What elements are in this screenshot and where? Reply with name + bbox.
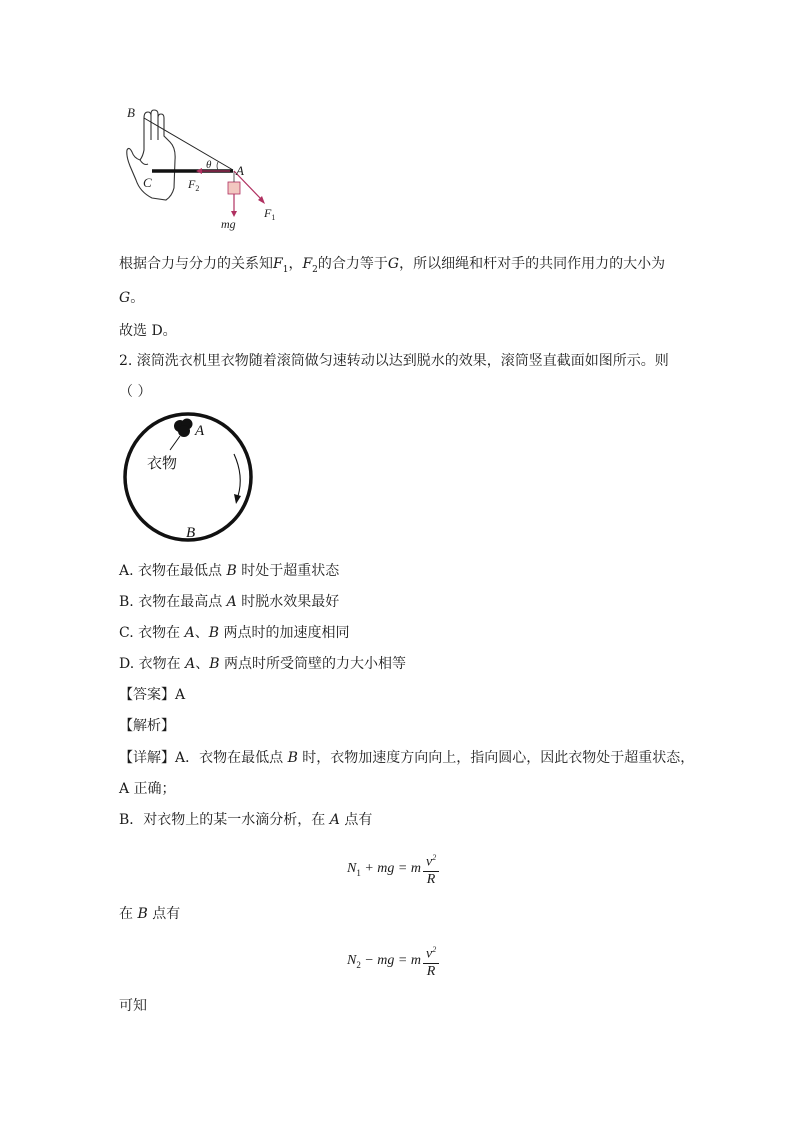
label-F2: $F_2$: [188, 177, 200, 193]
option-a: A. 衣物在最低点 B 时处于超重状态: [119, 563, 340, 579]
question-2-stem: 2. 滚筒洗衣机里衣物随着滚筒做匀速转动以达到脱水的效果，滚筒竖直截面如图所示。则: [119, 353, 669, 369]
label-B: B: [127, 105, 135, 120]
rotation-arrow: [234, 454, 240, 496]
choose-d: 故选 D。: [119, 323, 177, 339]
figure-washing-drum: [120, 412, 260, 544]
equation-1: $N_1$ + mg = m $\frac{v^2}{R}$: [347, 850, 439, 888]
label-mg: mg: [221, 217, 236, 231]
clothes-pointer: [170, 436, 180, 450]
label-C: C: [143, 175, 152, 190]
option-b: B. 衣物在最高点 A 时脱水效果最好: [119, 594, 340, 610]
drum-label-clothes: 衣物: [147, 454, 178, 472]
detail-line-1: 【详解】A．衣物在最低点 B 时，衣物加速度方向向上，指向圆心，因此衣物处于超重状态，: [119, 750, 695, 766]
conclusion: 可知: [119, 998, 147, 1014]
fraction: $\frac{v^2}{R}$: [423, 850, 439, 888]
drum-label-B: B: [186, 525, 196, 541]
equation-2: $N_2$ − mg = m $\frac{v^2}{R}$: [347, 942, 439, 980]
label-F1: $F_1$: [264, 206, 276, 222]
drum-label-A: A: [195, 423, 205, 439]
option-d: D. 衣物在 A、B 两点时所受筒壁的力大小相等: [119, 656, 406, 672]
option-c: C. 衣物在 A、B 两点时的加速度相同: [119, 625, 350, 641]
figure-hand-rod-string: [118, 100, 288, 235]
at-point-b: 在 B 点有: [119, 906, 181, 922]
hanging-box: [228, 182, 240, 194]
string-BA: [144, 118, 233, 170]
paragraph-resultant-force: 根据合力与分力的关系知$F_1$，$F_2$的合力等于G，所以细绳和杆对手的共同作用力的大小为: [119, 256, 666, 275]
clothes-blob: [174, 419, 193, 438]
answer: 【答案】A: [119, 687, 186, 703]
f2-arrowhead: [196, 168, 202, 174]
detail-line-2: A 正确；: [119, 781, 176, 797]
fraction: $\frac{v^2}{R}$: [423, 942, 439, 980]
question-2-paren: （ ）: [119, 384, 152, 400]
rotation-arrowhead: [234, 494, 241, 504]
analysis-heading: 【解析】: [119, 718, 175, 734]
label-A: A: [236, 163, 244, 178]
detail-line-3: B．对衣物上的某一水滴分析，在 A 点有: [119, 812, 373, 828]
theta-arc: [217, 162, 218, 170]
label-theta: θ: [206, 159, 212, 171]
paragraph-resultant-force-cont: G。: [119, 290, 145, 306]
